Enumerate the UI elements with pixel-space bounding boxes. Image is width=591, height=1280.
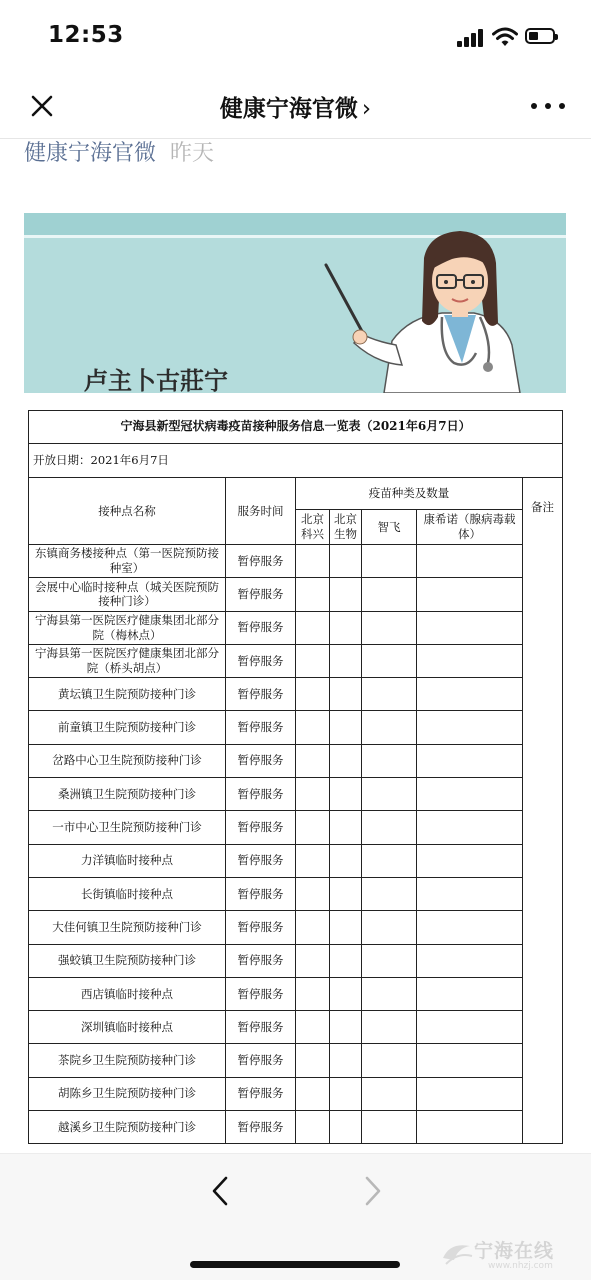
vaccine-quantity-cell	[417, 911, 523, 944]
vaccine-quantity-cell	[362, 578, 417, 611]
vaccine-quantity-cell	[330, 1011, 362, 1044]
vaccine-quantity-cell	[330, 778, 362, 811]
header-vaccine-shengwu: 北京生物	[330, 510, 362, 545]
vaccine-quantity-cell	[296, 578, 330, 611]
vaccine-quantity-cell	[417, 1111, 523, 1144]
wifi-icon	[492, 27, 518, 47]
vaccine-quantity-cell	[330, 977, 362, 1010]
vaccine-quantity-cell	[330, 944, 362, 977]
chevron-right-icon[interactable]: ›	[361, 96, 372, 122]
vaccine-quantity-cell	[362, 611, 417, 644]
service-status: 暂停服务	[226, 1011, 296, 1044]
vaccine-quantity-cell	[417, 1077, 523, 1110]
vaccine-quantity-cell	[417, 545, 523, 578]
vaccine-quantity-cell	[417, 678, 523, 711]
vaccine-quantity-cell	[330, 877, 362, 910]
table-row	[29, 1077, 563, 1110]
table-row	[29, 944, 563, 977]
vaccine-quantity-cell	[362, 744, 417, 777]
header-time: 服务时间	[226, 478, 296, 545]
site-name: 越溪乡卫生院预防接种门诊	[29, 1111, 226, 1144]
header-vaccine-kexing: 北京科兴	[296, 510, 330, 545]
vaccine-quantity-cell	[330, 578, 362, 611]
nav-title[interactable]	[0, 90, 591, 123]
vaccine-quantity-cell	[330, 744, 362, 777]
site-name: 岔路中心卫生院预防接种门诊	[29, 744, 226, 777]
vaccine-quantity-cell	[296, 711, 330, 744]
bottom-toolbar	[0, 1153, 591, 1280]
site-name: 前童镇卫生院预防接种门诊	[29, 711, 226, 744]
site-name: 茶院乡卫生院预防接种门诊	[29, 1044, 226, 1077]
vaccine-quantity-cell	[362, 711, 417, 744]
vaccine-quantity-cell	[330, 545, 362, 578]
table-row	[29, 678, 563, 711]
vaccine-quantity-cell	[330, 811, 362, 844]
vaccine-quantity-cell	[362, 1044, 417, 1077]
vaccine-quantity-cell	[417, 644, 523, 677]
watermark	[440, 1234, 580, 1280]
site-name: 会展中心临时接种点（城关医院预防接种门诊）	[29, 578, 226, 611]
nav-bar	[0, 74, 591, 139]
vaccine-quantity-cell	[330, 844, 362, 877]
site-name: 东镇商务楼接种点（第一医院预防接种室）	[29, 545, 226, 578]
service-status: 暂停服务	[226, 744, 296, 777]
doctor-illustration	[24, 213, 566, 393]
table-row	[29, 778, 563, 811]
table-title: 宁海县新型冠状病毒疫苗接种服务信息一览表（2021年6月7日）	[29, 411, 563, 444]
vaccine-quantity-cell	[362, 977, 417, 1010]
vaccine-quantity-cell	[296, 744, 330, 777]
nav-title-text[interactable]: 健康宁海官微	[219, 96, 358, 122]
service-status: 暂停服务	[226, 545, 296, 578]
publish-date: 昨天	[170, 141, 215, 166]
site-name: 大佳何镇卫生院预防接种门诊	[29, 911, 226, 944]
service-status: 暂停服务	[226, 911, 296, 944]
vaccine-quantity-cell	[362, 911, 417, 944]
vaccine-quantity-cell	[417, 611, 523, 644]
service-status: 暂停服务	[226, 977, 296, 1010]
header-vaccine-zhifei: 智飞	[362, 510, 417, 545]
vaccine-quantity-cell	[362, 1111, 417, 1144]
vaccine-quantity-cell	[417, 877, 523, 910]
header-site: 接种点名称	[29, 478, 226, 545]
vaccine-quantity-cell	[362, 545, 417, 578]
account-name-link[interactable]: 健康宁海官微	[24, 141, 157, 166]
cellular-signal-icon	[457, 29, 485, 47]
vaccine-quantity-cell	[417, 778, 523, 811]
vaccine-quantity-cell	[296, 844, 330, 877]
service-status: 暂停服务	[226, 578, 296, 611]
table-row	[29, 1111, 563, 1144]
table-row	[29, 611, 563, 644]
vaccine-quantity-cell	[330, 678, 362, 711]
table-row	[29, 545, 563, 578]
vaccine-quantity-cell	[417, 744, 523, 777]
vaccine-quantity-cell	[362, 644, 417, 677]
vaccine-quantity-cell	[330, 1077, 362, 1110]
service-status: 暂停服务	[226, 778, 296, 811]
vaccine-quantity-cell	[330, 611, 362, 644]
vaccine-quantity-cell	[330, 1111, 362, 1144]
vaccine-quantity-cell	[362, 811, 417, 844]
vaccine-quantity-cell	[362, 1077, 417, 1110]
vaccine-quantity-cell	[330, 711, 362, 744]
vaccine-quantity-cell	[296, 977, 330, 1010]
service-status: 暂停服务	[226, 811, 296, 844]
service-status: 暂停服务	[226, 1111, 296, 1144]
status-time: 12:53	[48, 22, 124, 48]
service-status: 暂停服务	[226, 644, 296, 677]
table-row	[29, 1044, 563, 1077]
header-note-label: 备注	[531, 500, 555, 514]
table-row	[29, 977, 563, 1010]
service-status: 暂停服务	[226, 611, 296, 644]
vaccine-quantity-cell	[296, 1011, 330, 1044]
site-name: 一市中心卫生院预防接种门诊	[29, 811, 226, 844]
vaccine-quantity-cell	[296, 877, 330, 910]
table-row	[29, 877, 563, 910]
header-vaccine-kangxinuo: 康希诺（腺病毒载体）	[417, 510, 523, 545]
vaccine-quantity-cell	[362, 944, 417, 977]
service-status: 暂停服务	[226, 944, 296, 977]
table-row	[29, 578, 563, 611]
site-name: 力洋镇临时接种点	[29, 844, 226, 877]
open-date: 开放日期：2021年6月7日	[29, 444, 563, 478]
status-bar	[0, 0, 591, 74]
site-name: 胡陈乡卫生院预防接种门诊	[29, 1077, 226, 1110]
vaccine-quantity-cell	[362, 1011, 417, 1044]
vaccine-quantity-cell	[296, 678, 330, 711]
vaccine-quantity-cell	[362, 877, 417, 910]
vaccine-quantity-cell	[330, 911, 362, 944]
table-row	[29, 744, 563, 777]
site-name: 黄坛镇卫生院预防接种门诊	[29, 678, 226, 711]
vaccine-quantity-cell	[296, 778, 330, 811]
service-status: 暂停服务	[226, 678, 296, 711]
service-status: 暂停服务	[226, 877, 296, 910]
vaccination-table	[28, 410, 563, 1144]
vaccine-quantity-cell	[417, 844, 523, 877]
header-note	[523, 478, 563, 1144]
table-row	[29, 844, 563, 877]
more-options-icon[interactable]	[531, 103, 565, 111]
vaccine-quantity-cell	[296, 1077, 330, 1110]
table-row	[29, 1011, 563, 1044]
site-name: 桑洲镇卫生院预防接种门诊	[29, 778, 226, 811]
banner-image	[24, 213, 566, 393]
table-row	[29, 711, 563, 744]
watermark-text: 宁海在线	[474, 1240, 555, 1262]
vaccine-quantity-cell	[330, 1044, 362, 1077]
service-status: 暂停服务	[226, 1077, 296, 1110]
vaccine-quantity-cell	[417, 578, 523, 611]
site-name: 宁海县第一医院医疗健康集团北部分院（桥头胡点）	[29, 644, 226, 677]
home-indicator[interactable]	[190, 1261, 400, 1268]
service-status: 暂停服务	[226, 844, 296, 877]
site-name: 长街镇临时接种点	[29, 877, 226, 910]
vaccine-quantity-cell	[296, 1111, 330, 1144]
vaccine-quantity-cell	[417, 1011, 523, 1044]
vaccine-quantity-cell	[330, 644, 362, 677]
back-arrow-icon[interactable]	[205, 1174, 235, 1208]
vaccine-quantity-cell	[296, 1044, 330, 1077]
article-meta	[24, 136, 214, 167]
vaccine-quantity-cell	[417, 944, 523, 977]
vaccine-quantity-cell	[417, 977, 523, 1010]
vaccine-quantity-cell	[296, 644, 330, 677]
site-name: 强蛟镇卫生院预防接种门诊	[29, 944, 226, 977]
table-row	[29, 811, 563, 844]
site-name: 宁海县第一医院医疗健康集团北部分院（梅林点）	[29, 611, 226, 644]
header-vaccine-group: 疫苗种类及数量	[296, 478, 523, 510]
vaccine-quantity-cell	[417, 811, 523, 844]
vaccine-quantity-cell	[296, 611, 330, 644]
site-name: 深圳镇临时接种点	[29, 1011, 226, 1044]
vaccine-quantity-cell	[296, 545, 330, 578]
site-name: 西店镇临时接种点	[29, 977, 226, 1010]
vaccine-quantity-cell	[362, 678, 417, 711]
table-row	[29, 911, 563, 944]
vaccine-quantity-cell	[362, 778, 417, 811]
watermark-url: www.nhzj.com	[488, 1261, 553, 1271]
battery-icon	[525, 28, 555, 44]
vaccine-quantity-cell	[296, 911, 330, 944]
vaccine-quantity-cell	[296, 944, 330, 977]
vaccine-quantity-cell	[417, 1044, 523, 1077]
vaccine-quantity-cell	[296, 811, 330, 844]
vaccine-quantity-cell	[417, 711, 523, 744]
service-status: 暂停服务	[226, 1044, 296, 1077]
forward-arrow-icon[interactable]	[358, 1174, 388, 1208]
banner-partial-text: 卢主卜古莊宁	[84, 367, 228, 393]
service-status: 暂停服务	[226, 711, 296, 744]
watermark-logo-icon	[440, 1238, 474, 1268]
vaccine-quantity-cell	[362, 844, 417, 877]
table-row	[29, 644, 563, 677]
